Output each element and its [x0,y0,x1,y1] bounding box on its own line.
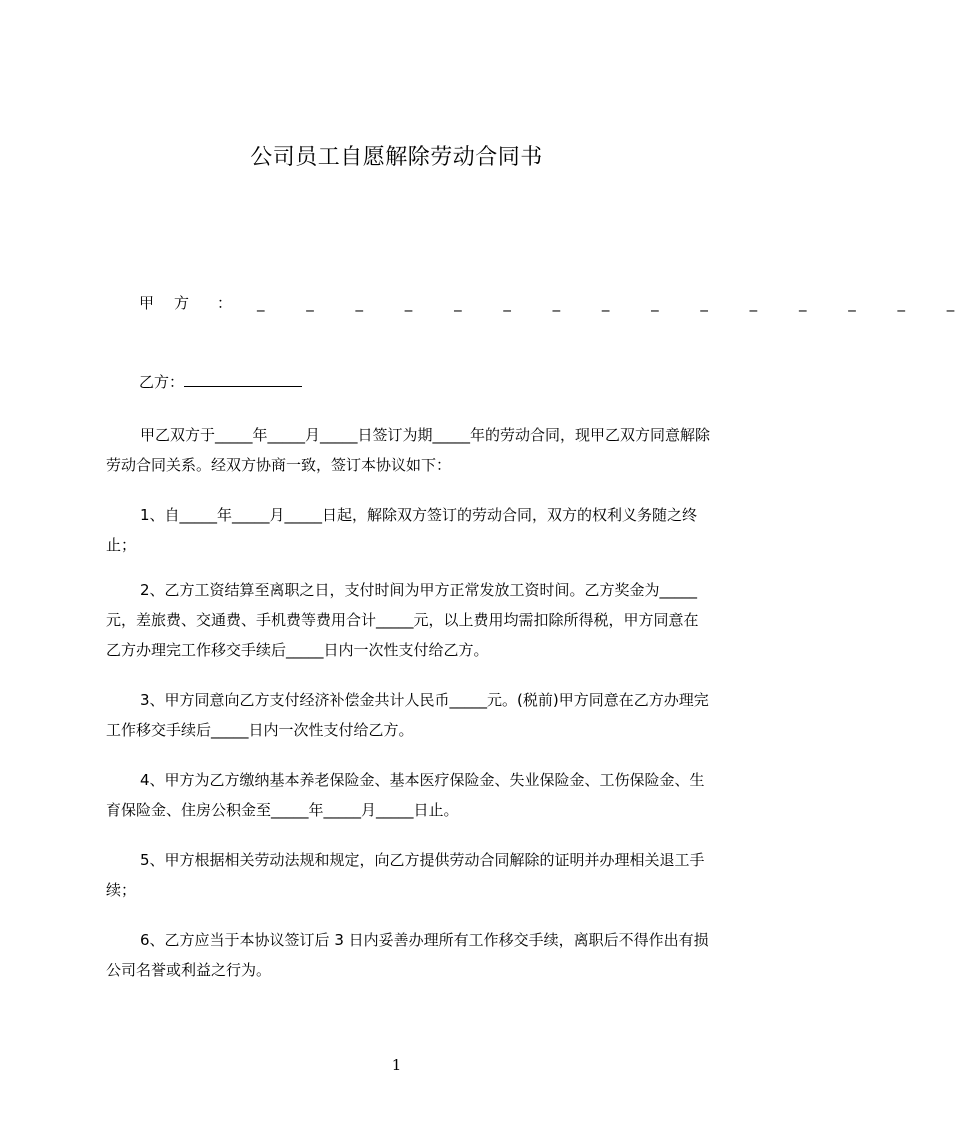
clause-6: 6、乙方应当于本协议签订后 3 日内妥善办理所有工作移交手续，离职后不得作出有损公司名誉或利益之行为。 [106,931,709,979]
clause-3: 3、甲方同意向乙方支付经济补偿金共计人民币_____元。(税前)甲方同意在乙方办理完工作移交手续后_____日内一次性支付给乙方。 [106,691,709,739]
clause-4: 4、甲方为乙方缴纳基本养老保险金、基本医疗保险金、失业保险金、工伤保险金、生育保险金、住房公积金至_____年_____月_____日止。 [106,771,705,819]
clause-2: 2、乙方工资结算至离职之日，支付时间为甲方正常发放工资时间。乙方奖金为_____元，差旅费、交通费、手机费等费用合计_____元，以上费用均需扣除所得税，甲方同意在乙方办理完工作移交手续后_____日内一次性支付给乙方。 [106,581,699,659]
intro-paragraph: 甲乙双方于_____年_____月_____日签订为期_____年的劳动合同，现甲乙双方同意解除劳动合同关系。经双方协商一致，签订本协议如下： [106,426,711,474]
party-b-label: 乙方： [139,373,185,391]
party-b-blank [184,371,302,387]
party-b-line [139,370,302,394]
document-title: 公司员工自愿解除劳动合同书 [250,145,543,170]
party-a-blank: _ _ _ _ _ _ _ _ _ _ _ _ _ _ _ [257,294,973,312]
clause-1: 1、自_____年_____月_____日起，解除双方签订的劳动合同，双方的权利义务随之终止； [106,506,698,554]
party-a-line [139,291,973,315]
clause-5: 5、甲方根据相关劳动法规和规定，向乙方提供劳动合同解除的证明并办理相关退工手续； [106,851,705,899]
page-number: 1 [391,1056,402,1074]
party-a-label: 甲方 [139,294,210,312]
party-a-colon: ： [217,294,233,312]
